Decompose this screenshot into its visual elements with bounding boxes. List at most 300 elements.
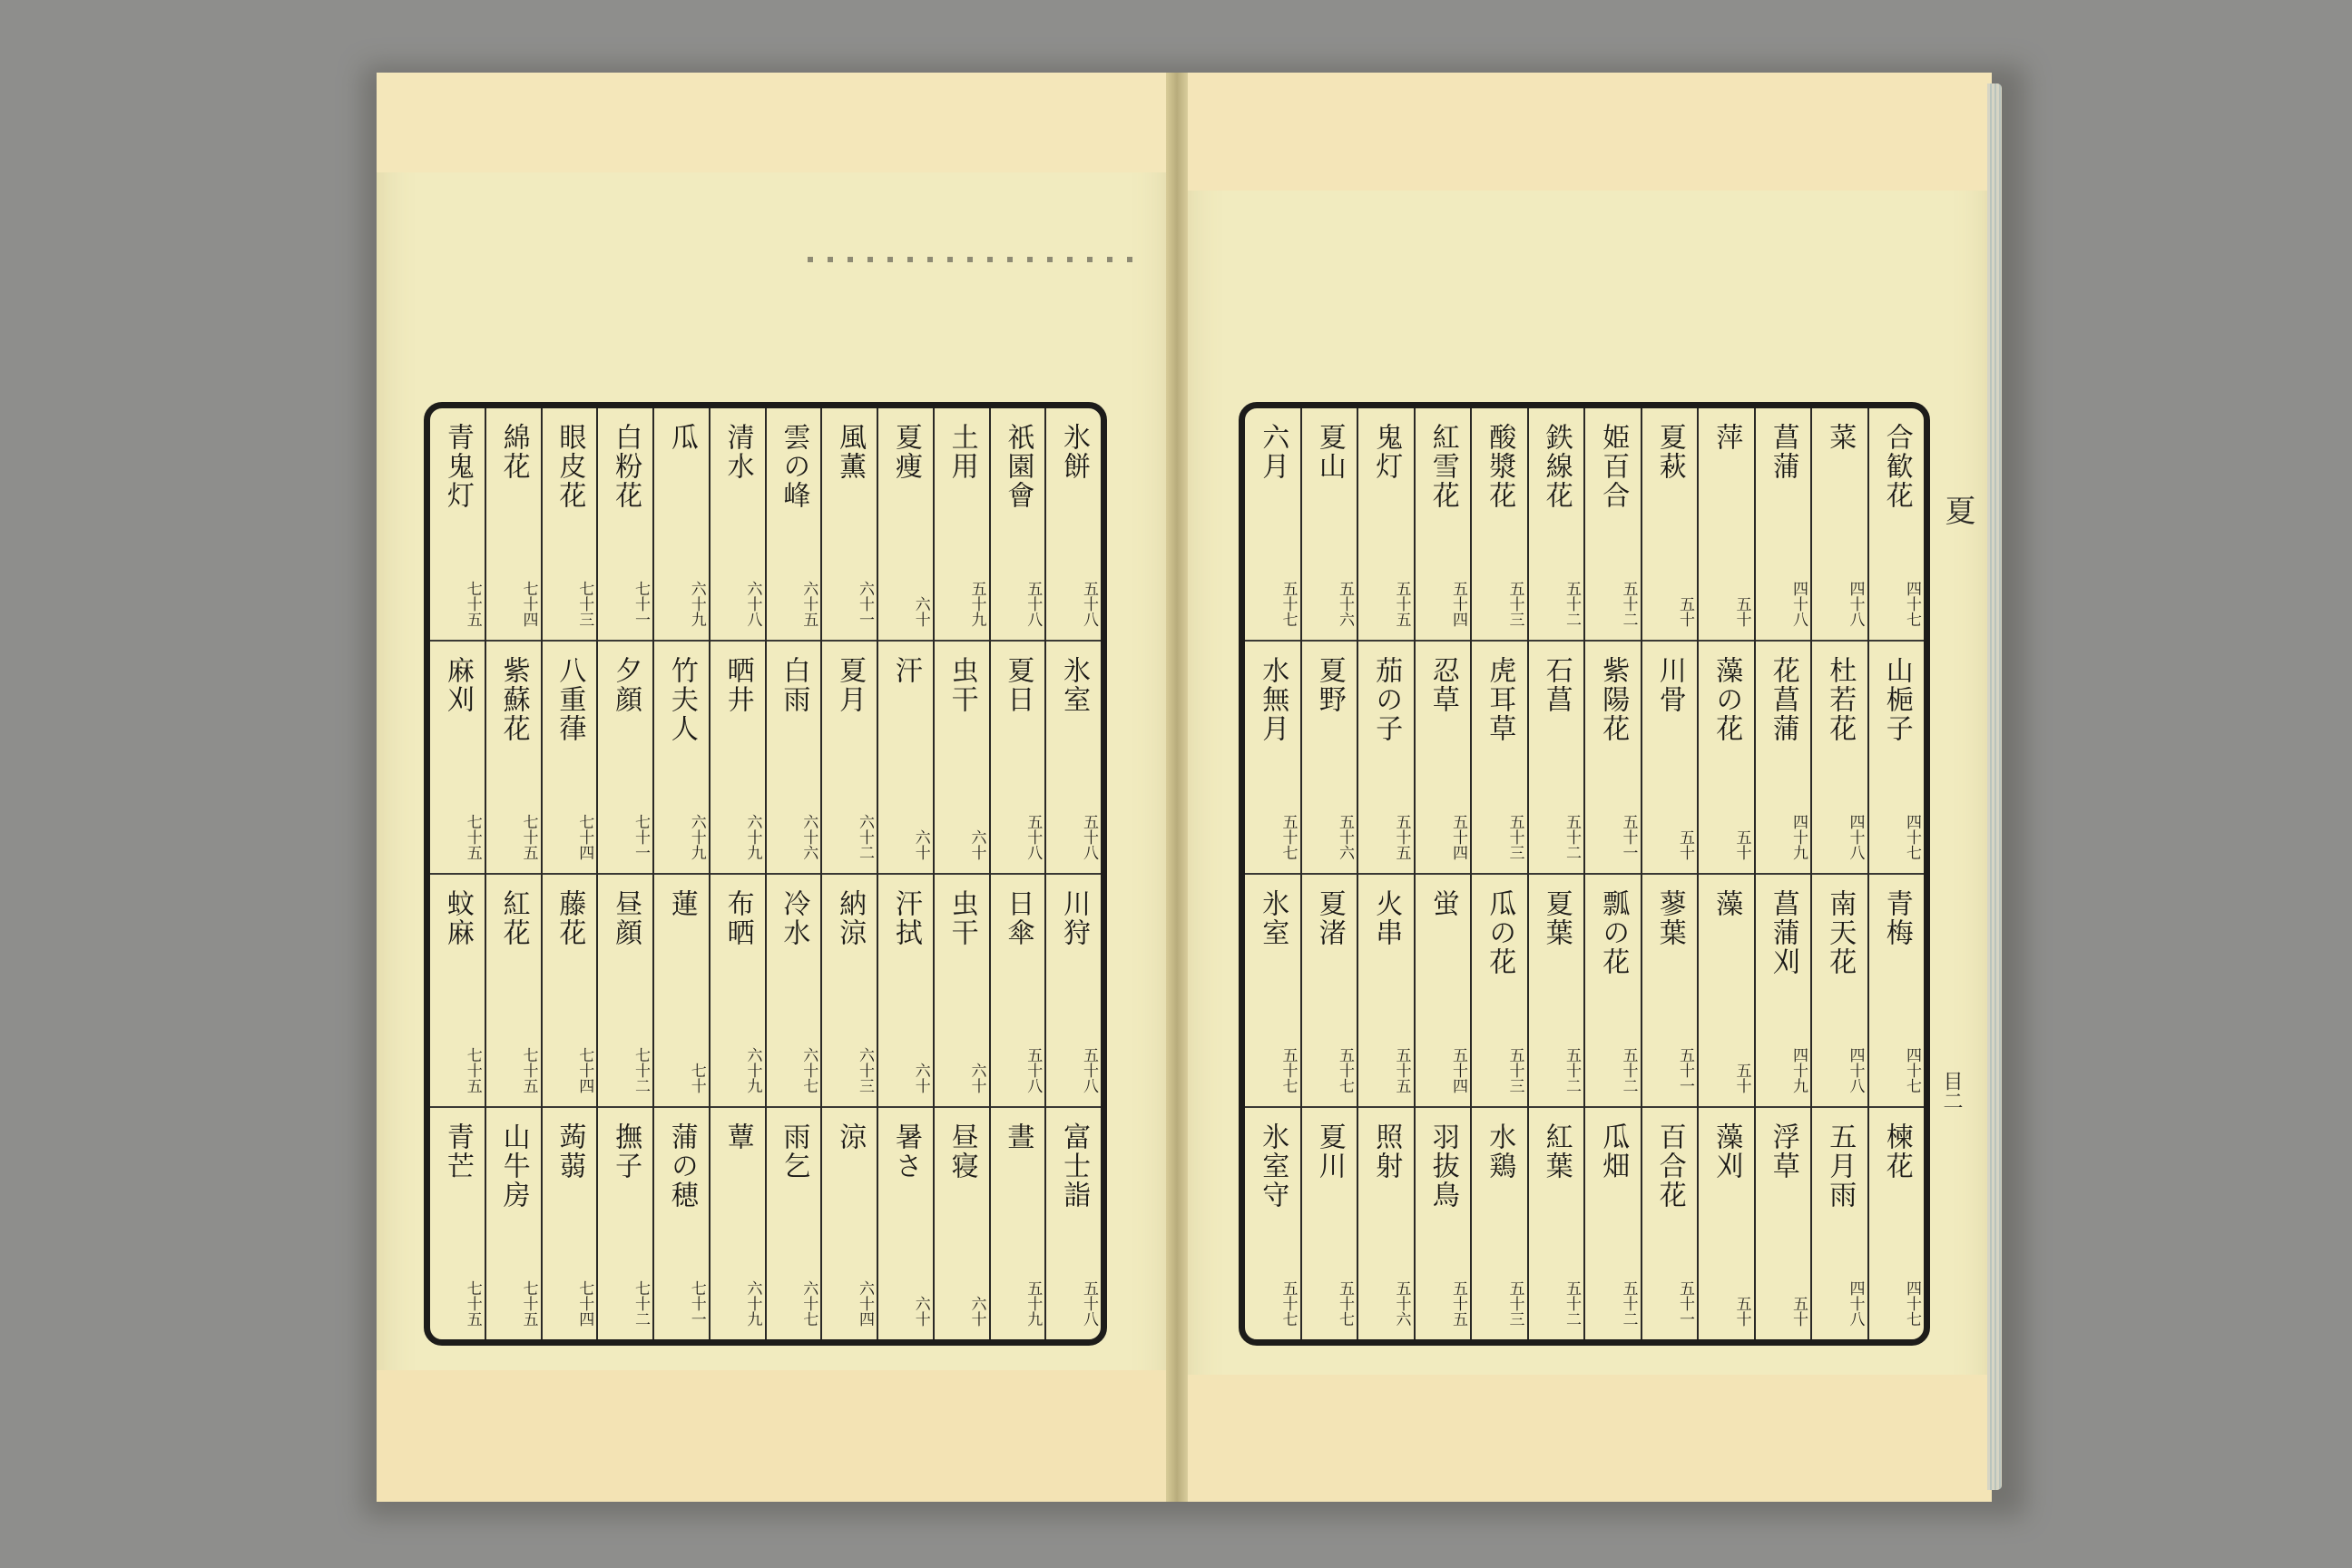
entry-page-number: 七十五 xyxy=(463,581,482,627)
entry-page-number: 六十七 xyxy=(799,1280,818,1327)
index-entry xyxy=(430,873,485,1106)
index-column xyxy=(1583,408,1641,1339)
entry-page-number: 五十四 xyxy=(1449,581,1467,627)
entry-page-number: 五十 xyxy=(1732,829,1751,860)
entry-page-number: 五十 xyxy=(1676,829,1694,860)
entry-title: 藤花 xyxy=(554,889,586,947)
index-entry xyxy=(1245,408,1300,640)
entry-title: 杜若花 xyxy=(1824,656,1857,743)
entry-page-number: 五十七 xyxy=(1279,1047,1298,1093)
index-entry xyxy=(486,640,541,873)
index-column xyxy=(1754,408,1811,1339)
entry-page-number: 五十三 xyxy=(1505,581,1524,627)
entry-page-number: 五十三 xyxy=(1505,1047,1524,1093)
index-entry xyxy=(654,640,709,873)
entry-title: 合歓花 xyxy=(1880,423,1913,510)
entry-title: 布晒 xyxy=(721,889,754,947)
entry-page-number: 七十一 xyxy=(632,814,650,860)
index-entry xyxy=(1302,1106,1357,1339)
entry-title: 氷室 xyxy=(1257,889,1289,947)
index-column xyxy=(1641,408,1698,1339)
entry-page-number: 五十二 xyxy=(1563,1047,1581,1093)
entry-title: 氷室守 xyxy=(1257,1122,1289,1210)
entry-page-number: 五十六 xyxy=(1336,581,1354,627)
entry-title: 姫百合 xyxy=(1597,423,1630,510)
entry-page-number: 五十二 xyxy=(1563,1280,1581,1327)
index-entry xyxy=(1869,873,1925,1106)
entry-title: 夏葉 xyxy=(1540,889,1573,947)
entry-title: 山梔子 xyxy=(1880,656,1913,743)
index-column xyxy=(820,408,877,1339)
entry-page-number: 五十四 xyxy=(1449,1047,1467,1093)
entry-title: 酸漿花 xyxy=(1484,423,1516,510)
entry-page-number: 五十八 xyxy=(1024,814,1043,860)
index-entry xyxy=(1529,408,1584,640)
entry-page-number: 四十九 xyxy=(1789,1047,1808,1093)
index-entry xyxy=(1699,640,1754,873)
entry-title: 青梅 xyxy=(1880,889,1913,947)
index-entry xyxy=(710,640,765,873)
entry-page-number: 五十二 xyxy=(1563,581,1581,627)
entry-title: 忍草 xyxy=(1426,656,1459,714)
entry-title: 夏渚 xyxy=(1313,889,1346,947)
entry-title: 虫干 xyxy=(946,889,978,947)
entry-title: 浮草 xyxy=(1767,1122,1799,1181)
entry-page-number: 五十八 xyxy=(1024,1047,1043,1093)
entry-title: 富士詣 xyxy=(1058,1122,1091,1210)
index-entry xyxy=(1642,873,1698,1106)
section-title: 夏 xyxy=(1939,495,1975,525)
index-entry xyxy=(543,873,597,1106)
index-entry xyxy=(1756,873,1811,1106)
entry-page-number: 五十二 xyxy=(1619,581,1638,627)
entry-page-number: 五十一 xyxy=(1676,1280,1694,1327)
entry-page-number: 六十五 xyxy=(799,581,818,627)
index-column xyxy=(652,408,709,1339)
entry-page-number: 七十五 xyxy=(463,1280,482,1327)
entry-title: 撫子 xyxy=(610,1122,642,1181)
index-entry xyxy=(822,1106,877,1339)
index-entry xyxy=(710,408,765,640)
index-entry xyxy=(878,873,933,1106)
entry-page-number: 七十五 xyxy=(519,1047,538,1093)
entry-title: 氷室 xyxy=(1058,656,1091,714)
index-entry xyxy=(1869,640,1925,873)
entry-title: 紫陽花 xyxy=(1597,656,1630,743)
entry-title: 六月 xyxy=(1257,423,1289,481)
entry-title: 夕顔 xyxy=(610,656,642,714)
index-entry xyxy=(991,640,1045,873)
index-entry xyxy=(991,1106,1045,1339)
entry-page-number: 七十二 xyxy=(632,1280,650,1327)
index-entry xyxy=(430,640,485,873)
entry-title: 蓮 xyxy=(665,889,698,918)
index-entry xyxy=(598,640,652,873)
entry-title: 涼 xyxy=(834,1122,867,1152)
entry-title: 鬼灯 xyxy=(1370,423,1403,481)
index-entry xyxy=(1869,1106,1925,1339)
index-entry xyxy=(1472,873,1527,1106)
entry-page-number: 七十四 xyxy=(575,1280,594,1327)
index-entry xyxy=(1245,1106,1300,1339)
index-entry xyxy=(822,873,877,1106)
entry-page-number: 五十七 xyxy=(1279,581,1298,627)
index-column xyxy=(1044,408,1101,1339)
entry-page-number: 七十四 xyxy=(575,1047,594,1093)
entry-page-number: 六十 xyxy=(967,829,986,860)
entry-page-number: 七十一 xyxy=(632,581,650,627)
index-entry xyxy=(1699,1106,1754,1339)
entry-page-number: 六十八 xyxy=(743,581,762,627)
index-entry xyxy=(935,1106,989,1339)
entry-page-number: 七十五 xyxy=(519,1280,538,1327)
index-entry xyxy=(1756,640,1811,873)
entry-title: 青鬼灯 xyxy=(441,423,474,510)
index-entry xyxy=(991,873,1045,1106)
right-index-table xyxy=(1239,402,1930,1346)
entry-title: 鉄線花 xyxy=(1540,423,1573,510)
entry-title: 紅雪花 xyxy=(1426,423,1459,510)
entry-title: 夏山 xyxy=(1313,423,1346,481)
entry-title: 夏月 xyxy=(834,656,867,714)
index-entry xyxy=(1585,640,1641,873)
left-index-table xyxy=(424,402,1107,1346)
entry-title: 麻刈 xyxy=(441,656,474,714)
entry-page-number: 五十一 xyxy=(1676,1047,1694,1093)
entry-title: 川狩 xyxy=(1058,889,1091,947)
index-entry xyxy=(1642,640,1698,873)
entry-title: 汗 xyxy=(889,656,922,685)
entry-page-number: 四十八 xyxy=(1846,1047,1865,1093)
index-column xyxy=(1245,408,1300,1339)
index-entry xyxy=(1812,873,1867,1106)
entry-title: 楝花 xyxy=(1880,1122,1913,1181)
entry-title: 氷餅 xyxy=(1058,423,1091,481)
entry-title: 瓜の花 xyxy=(1484,889,1516,976)
entry-title: 萍 xyxy=(1710,423,1743,452)
entry-title: 百合花 xyxy=(1653,1122,1686,1210)
index-entry xyxy=(935,640,989,873)
entry-page-number: 六十二 xyxy=(856,814,874,860)
entry-page-number: 五十七 xyxy=(1279,1280,1298,1327)
index-column xyxy=(1414,408,1471,1339)
entry-page-number: 六十六 xyxy=(799,814,818,860)
index-entry xyxy=(1642,408,1698,640)
index-column xyxy=(1527,408,1584,1339)
entry-page-number: 五十九 xyxy=(1024,1280,1043,1327)
entry-page-number: 五十六 xyxy=(1392,1280,1411,1327)
entry-page-number: 六十一 xyxy=(856,581,874,627)
entry-page-number: 五十八 xyxy=(1080,581,1098,627)
index-entry xyxy=(1046,408,1101,640)
entry-title: 藻の花 xyxy=(1710,656,1743,743)
entry-title: 藻刈 xyxy=(1710,1122,1743,1181)
index-entry xyxy=(1585,1106,1641,1339)
entry-page-number: 五十二 xyxy=(1619,1047,1638,1093)
entry-page-number: 四十七 xyxy=(1903,581,1921,627)
index-entry xyxy=(1472,408,1527,640)
index-column xyxy=(1810,408,1867,1339)
index-column xyxy=(430,408,485,1339)
entry-page-number: 四十八 xyxy=(1846,1280,1865,1327)
index-entry xyxy=(654,408,709,640)
entry-page-number: 五十三 xyxy=(1505,814,1524,860)
index-entry xyxy=(767,873,821,1106)
entry-title: 羽抜鳥 xyxy=(1426,1122,1459,1210)
folio-label: 目二 xyxy=(1940,1071,1963,1111)
entry-title: 青芒 xyxy=(441,1122,474,1181)
entry-page-number: 五十二 xyxy=(1563,814,1581,860)
entry-page-number: 五十五 xyxy=(1392,814,1411,860)
index-column xyxy=(709,408,765,1339)
entry-page-number: 五十五 xyxy=(1449,1280,1467,1327)
entry-title: 火串 xyxy=(1370,889,1403,947)
entry-page-number: 六十九 xyxy=(743,1047,762,1093)
index-entry xyxy=(1358,1106,1414,1339)
index-column xyxy=(485,408,541,1339)
index-column xyxy=(989,408,1045,1339)
entry-page-number: 五十三 xyxy=(1505,1280,1524,1327)
index-entry xyxy=(486,408,541,640)
entry-page-number: 四十八 xyxy=(1846,581,1865,627)
entry-page-number: 五十七 xyxy=(1336,1047,1354,1093)
entry-title: 雨乞 xyxy=(778,1122,810,1181)
entry-page-number: 六十四 xyxy=(856,1280,874,1327)
index-entry xyxy=(1046,873,1101,1106)
index-entry xyxy=(598,873,652,1106)
index-column xyxy=(933,408,989,1339)
entry-title: 白粉花 xyxy=(610,423,642,510)
index-entry xyxy=(822,408,877,640)
index-entry xyxy=(1416,408,1471,640)
entry-title: 茄の子 xyxy=(1370,656,1403,743)
entry-page-number: 六十 xyxy=(967,1063,986,1093)
index-entry xyxy=(767,1106,821,1339)
index-entry xyxy=(1756,1106,1811,1339)
entry-page-number: 六十 xyxy=(967,1296,986,1327)
index-entry xyxy=(1812,408,1867,640)
entry-page-number: 七十五 xyxy=(463,814,482,860)
entry-page-number: 五十四 xyxy=(1449,814,1467,860)
entry-title: 川骨 xyxy=(1653,656,1686,714)
index-entry xyxy=(654,873,709,1106)
entry-title: 晒井 xyxy=(721,656,754,714)
entry-page-number: 七十四 xyxy=(519,581,538,627)
index-entry xyxy=(1529,873,1584,1106)
entry-title: 昼顔 xyxy=(610,889,642,947)
entry-page-number: 六十 xyxy=(911,596,930,627)
index-entry xyxy=(1245,873,1300,1106)
index-entry xyxy=(1358,640,1414,873)
entry-page-number: 五十八 xyxy=(1080,1047,1098,1093)
index-entry xyxy=(1812,640,1867,873)
page-edges xyxy=(1987,83,2002,1490)
entry-page-number: 五十八 xyxy=(1024,581,1043,627)
entry-page-number: 五十九 xyxy=(967,581,986,627)
entry-page-number: 七十四 xyxy=(575,814,594,860)
entry-title: 汗拭 xyxy=(889,889,922,947)
entry-page-number: 五十一 xyxy=(1619,814,1638,860)
index-entry xyxy=(1046,1106,1101,1339)
entry-title: 瓜 xyxy=(665,423,698,452)
entry-page-number: 五十六 xyxy=(1336,814,1354,860)
entry-title: 山牛房 xyxy=(497,1122,530,1210)
entry-page-number: 四十九 xyxy=(1789,814,1808,860)
entry-page-number: 五十二 xyxy=(1619,1280,1638,1327)
entry-title: 竹夫人 xyxy=(665,656,698,743)
entry-page-number: 六十七 xyxy=(799,1047,818,1093)
entry-page-number: 七十五 xyxy=(463,1047,482,1093)
entry-title: 夏萩 xyxy=(1653,423,1686,481)
index-column xyxy=(1867,408,1925,1339)
index-entry xyxy=(598,1106,652,1339)
entry-title: 水鶏 xyxy=(1484,1122,1516,1181)
index-entry xyxy=(430,1106,485,1339)
entry-title: 清水 xyxy=(721,423,754,481)
entry-title: 石菖 xyxy=(1540,656,1573,714)
entry-page-number: 五十五 xyxy=(1392,581,1411,627)
entry-page-number: 六十九 xyxy=(687,814,706,860)
entry-title: 納涼 xyxy=(834,889,867,947)
index-entry xyxy=(1302,873,1357,1106)
index-entry xyxy=(1699,408,1754,640)
index-entry xyxy=(543,1106,597,1339)
entry-title: 蛍 xyxy=(1426,889,1459,918)
index-entry xyxy=(1416,873,1471,1106)
index-entry xyxy=(1529,1106,1584,1339)
entry-page-number: 六十 xyxy=(911,829,930,860)
index-entry xyxy=(543,640,597,873)
entry-title: 水無月 xyxy=(1257,656,1289,743)
index-entry xyxy=(1416,640,1471,873)
entry-page-number: 四十八 xyxy=(1846,814,1865,860)
entry-page-number: 四十七 xyxy=(1903,1280,1921,1327)
entry-page-number: 七十五 xyxy=(519,814,538,860)
entry-title: 五月雨 xyxy=(1824,1122,1857,1210)
entry-title: 照射 xyxy=(1370,1122,1403,1181)
index-entry xyxy=(1302,408,1357,640)
index-entry xyxy=(935,408,989,640)
entry-page-number: 四十七 xyxy=(1903,814,1921,860)
entry-page-number: 六十 xyxy=(911,1063,930,1093)
index-entry xyxy=(878,408,933,640)
index-entry xyxy=(1046,640,1101,873)
entry-title: 虫干 xyxy=(946,656,978,714)
entry-title: 夏野 xyxy=(1313,656,1346,714)
entry-page-number: 五十 xyxy=(1676,596,1694,627)
index-entry xyxy=(1699,873,1754,1106)
entry-title: 南天花 xyxy=(1824,889,1857,976)
entry-title: 夏痩 xyxy=(889,423,922,481)
entry-page-number: 五十 xyxy=(1789,1296,1808,1327)
index-entry xyxy=(654,1106,709,1339)
index-entry xyxy=(486,1106,541,1339)
index-entry xyxy=(1472,640,1527,873)
index-entry xyxy=(935,873,989,1106)
index-entry xyxy=(543,408,597,640)
entry-page-number: 五十八 xyxy=(1080,814,1098,860)
entry-title: 花菖蒲 xyxy=(1767,656,1799,743)
index-entry xyxy=(767,408,821,640)
entry-title: 蒟蒻 xyxy=(554,1122,586,1181)
entry-page-number: 五十七 xyxy=(1336,1280,1354,1327)
entry-title: 昼寝 xyxy=(946,1122,978,1181)
index-entry xyxy=(1245,640,1300,873)
index-column xyxy=(596,408,652,1339)
index-column xyxy=(1357,408,1414,1339)
index-column xyxy=(877,408,933,1339)
entry-title: 雲の峰 xyxy=(778,423,810,510)
index-entry xyxy=(1869,408,1925,640)
entry-title: 白雨 xyxy=(778,656,810,714)
entry-page-number: 五十 xyxy=(1732,1063,1751,1093)
entry-page-number: 五十七 xyxy=(1279,814,1298,860)
index-entry xyxy=(486,873,541,1106)
entry-title: 八重葎 xyxy=(554,656,586,743)
entry-page-number: 七十二 xyxy=(632,1047,650,1093)
entry-title: 夏日 xyxy=(1002,656,1034,714)
entry-page-number: 五十八 xyxy=(1080,1280,1098,1327)
index-entry xyxy=(1529,640,1584,873)
index-entry xyxy=(1642,1106,1698,1339)
entry-title: 虎耳草 xyxy=(1484,656,1516,743)
entry-title: 蒲の穂 xyxy=(665,1122,698,1210)
entry-title: 夏川 xyxy=(1313,1122,1346,1181)
entry-title: 藻 xyxy=(1710,889,1743,918)
index-entry xyxy=(878,1106,933,1339)
index-entry xyxy=(878,640,933,873)
entry-page-number: 七十一 xyxy=(687,1280,706,1327)
entry-title: 蕈 xyxy=(721,1122,754,1152)
index-column xyxy=(1470,408,1527,1339)
entry-title: 瓢の花 xyxy=(1597,889,1630,976)
entry-title: 風薫 xyxy=(834,423,867,481)
entry-title: 紅葉 xyxy=(1540,1122,1573,1181)
book-gutter xyxy=(1166,73,1188,1502)
entry-title: 祇園會 xyxy=(1002,423,1034,510)
index-entry xyxy=(598,408,652,640)
entry-title: 土用 xyxy=(946,423,978,481)
entry-page-number: 五十 xyxy=(1732,596,1751,627)
index-entry xyxy=(1472,1106,1527,1339)
entry-page-number: 七十 xyxy=(687,1063,706,1093)
entry-title: 蚊麻 xyxy=(441,889,474,947)
entry-title: 菖蒲刈 xyxy=(1767,889,1799,976)
entry-title: 紅花 xyxy=(497,889,530,947)
index-entry xyxy=(1358,873,1414,1106)
entry-page-number: 七十三 xyxy=(575,581,594,627)
index-entry xyxy=(991,408,1045,640)
index-column xyxy=(765,408,821,1339)
entry-title: 菜 xyxy=(1824,423,1857,452)
index-entry xyxy=(710,873,765,1106)
entry-page-number: 五十五 xyxy=(1392,1047,1411,1093)
entry-title: 菖蒲 xyxy=(1767,423,1799,481)
index-entry xyxy=(710,1106,765,1339)
entry-title: 紫蘇花 xyxy=(497,656,530,743)
index-entry xyxy=(767,640,821,873)
entry-page-number: 四十七 xyxy=(1903,1047,1921,1093)
index-entry xyxy=(1585,408,1641,640)
entry-page-number: 六十九 xyxy=(687,581,706,627)
ink-marks xyxy=(808,257,1134,262)
index-column xyxy=(1300,408,1357,1339)
entry-page-number: 六十 xyxy=(911,1296,930,1327)
index-entry xyxy=(1302,640,1357,873)
index-column xyxy=(541,408,597,1339)
index-entry xyxy=(1756,408,1811,640)
index-column xyxy=(1697,408,1754,1339)
